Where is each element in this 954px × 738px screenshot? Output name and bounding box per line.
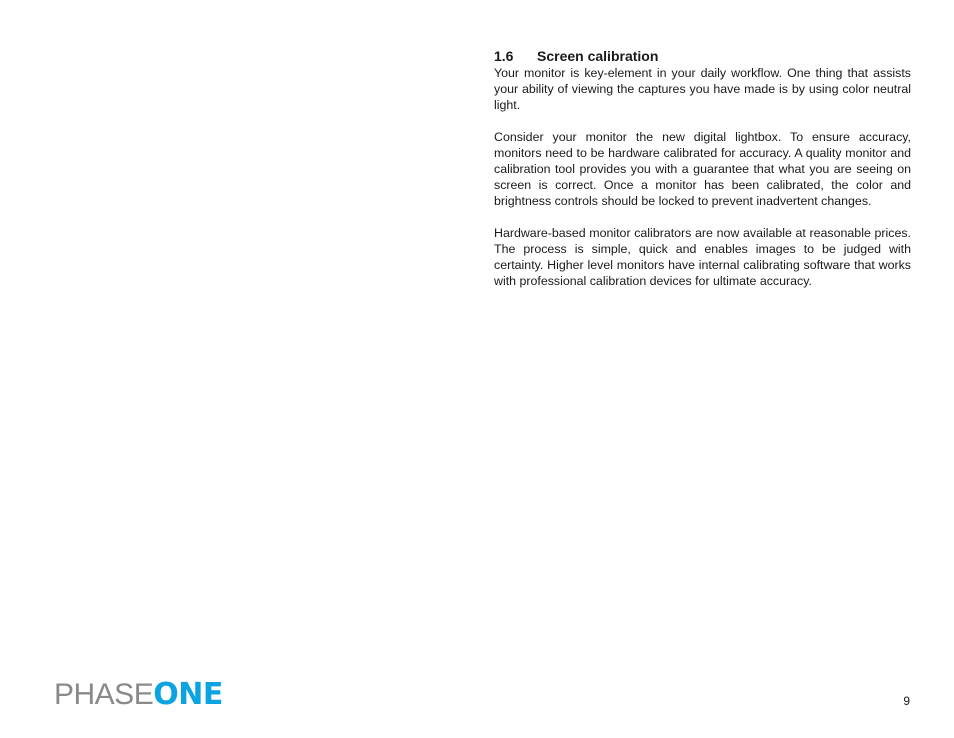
text-column xyxy=(494,47,911,289)
logo-phase-text: PHASE xyxy=(54,678,154,711)
section-heading xyxy=(494,47,911,65)
paragraph-3: Hardware-based monitor calibrators are now available at reasonable prices. The process is simple, quick and enables images to be judged with certainty. Higher level monitors have internal calibrating software that works with professional calibration devices for ultimate accuracy. xyxy=(494,226,911,288)
logo-one-text: ONE xyxy=(153,677,223,712)
section-title: Screen calibration xyxy=(537,48,659,64)
paragraph-2: Consider your monitor the new digital lightbox. To ensure accuracy, monitors need to be hardware calibrated for accuracy. A quality monitor and calibration tool provides you with a guarantee that what you are seeing on screen is correct. Once a monitor has been calibrated, the color and brightness controls should be locked to prevent inadvertent changes. xyxy=(494,130,911,208)
section-number: 1.6 xyxy=(494,48,514,64)
paragraph-1: Your monitor is key-element in your daily workflow. One thing that assists your ability of viewing the captures you have made is by using color neutral light. xyxy=(494,66,911,112)
phase-one-logo xyxy=(54,679,223,711)
page-number: 9 xyxy=(903,694,910,708)
